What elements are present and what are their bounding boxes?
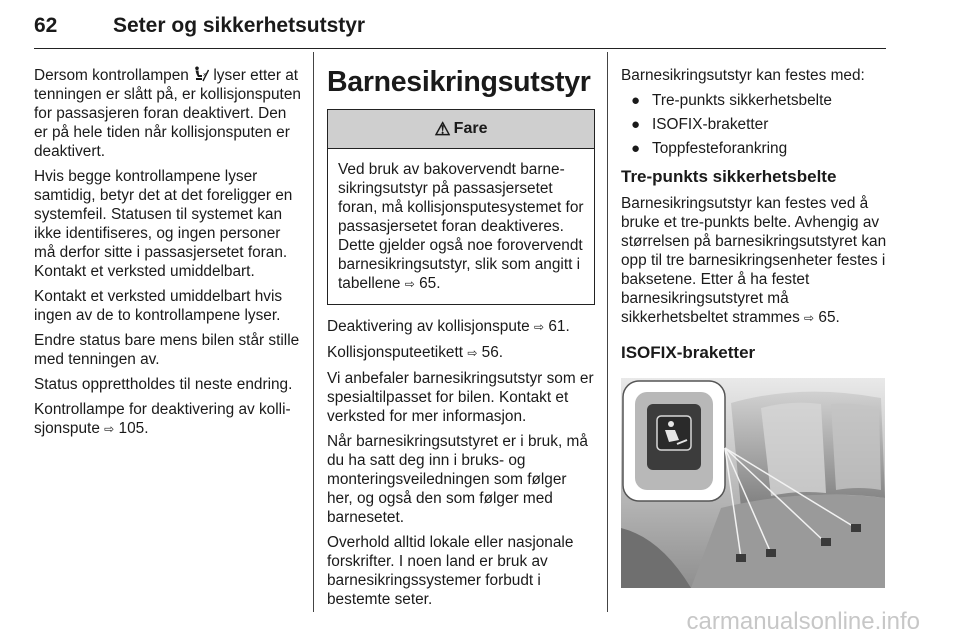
- bullet-icon: ●: [631, 140, 641, 157]
- danger-box-text: Ved bruk av bakovervendt barnesikringsutstyr på passasjersetet foran, må kollisjonsputesystemet for passasjersetet foran deaktiveres. Dette gjelder også noe forovervendt barnesikringsutstyr, slik som angitt i tabellene ⇨ 65.: [338, 161, 584, 292]
- paragraph: Overhold alltid lokale eller nasjonale forskrifter. I noen land er bruk av barnesikringssystemer forbudt i bestemte seter.: [327, 534, 574, 608]
- reference-arrow-icon: ⇨: [804, 311, 815, 325]
- danger-box-title: Fare: [453, 120, 488, 137]
- isofix-bracket-photo: [621, 378, 885, 588]
- page-header: [34, 8, 886, 49]
- column-right: [621, 66, 889, 593]
- chapter-heading: Barnesikringsutstyr: [327, 66, 591, 98]
- paragraph: Deaktivering av kollisjonspute ⇨ 61.: [327, 318, 570, 335]
- paragraph: Status opprettholdes til neste endring.: [34, 376, 293, 393]
- reference-arrow-icon: ⇨: [404, 277, 415, 291]
- svg-text:x: x: [203, 72, 207, 78]
- paragraph: Kontrollampe for deaktivering av kollisjonspute ⇨ 105.: [34, 401, 291, 437]
- paragraph: Kollisjonsputeetikett ⇨ 56.: [327, 344, 504, 361]
- page-reference-link[interactable]: 105.: [118, 420, 149, 437]
- paragraph: Endre status bare mens bilen står stille med tenningen av.: [34, 332, 300, 368]
- bullet-icon: ●: [631, 92, 641, 109]
- paragraph: Vi anbefaler barnesikringsutstyr som er spesialtilpasset for bilen. Kontakt et verksted for mer informasjon.: [327, 370, 594, 425]
- paragraph: Dersom kontrollampen x lyser etter at tenningen er slått på, er kollisjonsputen for passasjeren foran deaktivert. Den er på hele tiden når kollisjonsputen er deaktivert.: [34, 67, 301, 160]
- page-number: 62: [34, 14, 58, 37]
- watermark: carmanualsonline.info: [686, 608, 920, 635]
- page-reference-link[interactable]: 65.: [818, 309, 840, 326]
- column-divider: [607, 52, 608, 612]
- reference-arrow-icon: ⇨: [534, 320, 545, 334]
- attachment-methods-list: [621, 91, 889, 158]
- list-item: ● Tre-punkts sikkerhetsbelte: [631, 92, 832, 109]
- section-title: Seter og sikkerhetsutstyr: [113, 14, 366, 37]
- page-reference-link[interactable]: 65.: [419, 275, 441, 292]
- danger-box-header: [328, 110, 594, 149]
- subheading: ISOFIX-braketter: [621, 343, 756, 362]
- warning-triangle-icon: ⚠: [434, 118, 451, 139]
- subheading: Tre-punkts sikkerhetsbelte: [621, 167, 837, 186]
- paragraph: Barnesikringsutstyr kan festes ved å bruke et tre-punkts belte. Avhengig av størrelsen på barnesikringsutstyret kan opp til tre barnesikringsenheter festes i baksetene. Etter å ha festet barnesikringsutstyret må sikkerhetsbeltet strammes ⇨ 65.: [621, 195, 887, 326]
- column-divider: [313, 52, 314, 612]
- danger-box: [327, 109, 595, 305]
- page-reference-link[interactable]: 61.: [548, 318, 570, 335]
- page-reference-link[interactable]: 56.: [481, 344, 504, 361]
- list-item: ● Toppfesteforankring: [631, 140, 788, 157]
- list-item: ● ISOFIX-braketter: [631, 116, 769, 133]
- column-middle: [327, 66, 595, 615]
- reference-arrow-icon: ⇨: [104, 422, 115, 436]
- column-left: [34, 66, 302, 445]
- paragraph: Kontakt et verksted umiddelbart hvis ingen av de to kontrollampene lyser.: [34, 288, 283, 324]
- reference-arrow-icon: ⇨: [467, 346, 478, 360]
- passenger-airbag-off-icon: [193, 66, 209, 82]
- bullet-icon: ●: [631, 116, 641, 133]
- paragraph: Hvis begge kontrollampene lyser samtidig, betyr det at det foreligger en systemfeil. Statusen til systemet kan ikke identifiseres, og ingen personer må derfor sitte i passasjersetet foran. Kontakt et verksted umiddelbart.: [34, 168, 293, 280]
- paragraph: Barnesikringsutstyr kan festes med:: [621, 67, 865, 84]
- paragraph: Når barnesikringsutstyret er i bruk, må du ha satt deg inn i bruks- og monteringsveiledningen som følger her, og også den som følger med barnesetet.: [327, 433, 588, 526]
